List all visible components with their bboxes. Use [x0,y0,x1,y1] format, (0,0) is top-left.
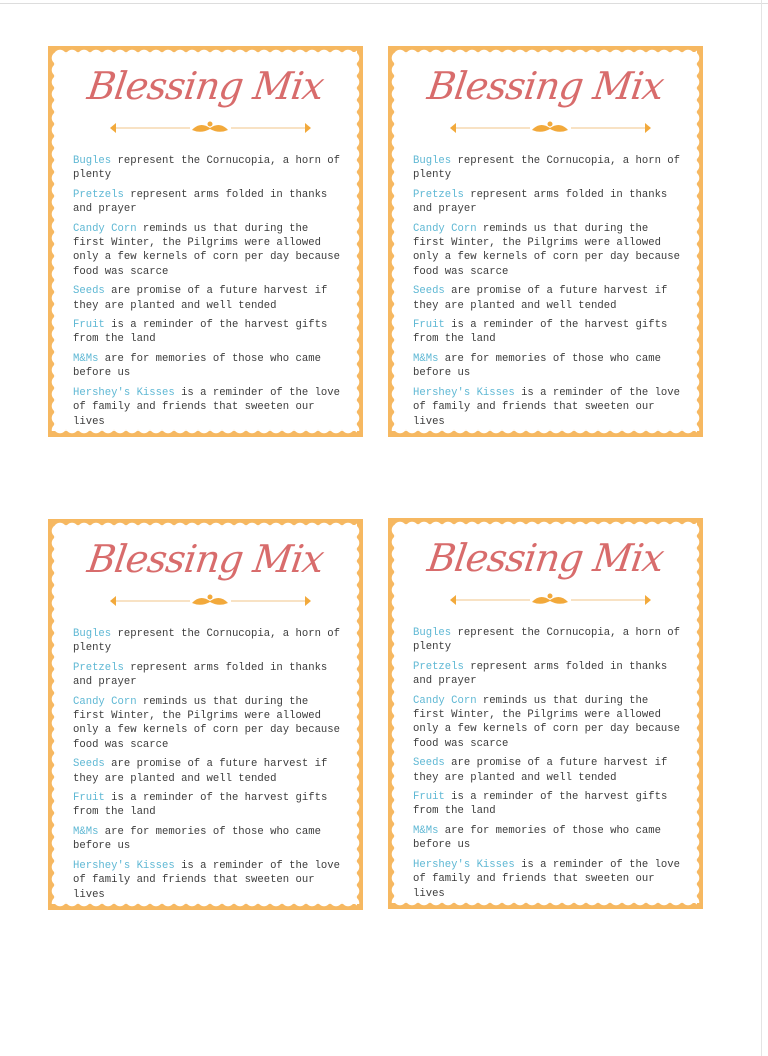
blessing-mix-card [48,519,363,910]
card-item-list [73,627,345,907]
item-name: Fruit [413,319,445,332]
item-name: Candy Corn [73,695,137,708]
scallop-border [54,521,357,529]
item-description: is a reminder of the harvest gifts from the land [73,792,328,819]
flourish-ornament-icon [448,592,653,608]
item-name: Candy Corn [73,222,137,235]
item-name: M&Ms [73,825,99,838]
scallop-border [390,524,398,903]
list-item [73,352,345,381]
scallop-border [394,48,697,56]
list-item [413,154,685,183]
card-title: Blessing Mix [84,537,327,581]
list-item [413,386,685,429]
item-description: represent the Cornucopia, a horn of plenty [73,155,341,182]
list-item [73,627,345,656]
scallop-border [50,525,58,904]
list-item [413,858,685,901]
item-name: Seeds [413,285,445,298]
list-item [413,660,685,689]
item-name: Seeds [73,285,105,298]
card-item-list [413,626,685,906]
list-item [73,695,345,753]
list-item [413,318,685,347]
item-description: represent arms folded in thanks and prayer [413,188,668,216]
item-name: Fruit [73,792,105,805]
item-name: Hershey's Kisses [73,859,175,872]
item-name: Fruit [413,791,445,804]
item-description: reminds us that during the first Winter, the Pilgrims were allowed only a few kernels of corn per day because food was scarce [73,222,341,278]
item-name: Hershey's Kisses [413,386,515,399]
list-item [413,824,685,853]
scan-edge-right [761,0,762,1056]
item-description: represent the Cornucopia, a horn of plenty [73,628,341,655]
item-name: M&Ms [413,352,439,365]
list-item [413,790,685,819]
item-name: Seeds [73,758,105,771]
list-item [73,825,345,854]
item-description: represent arms folded in thanks and prayer [73,661,328,689]
list-item [73,318,345,347]
list-item [73,661,345,690]
item-description: are promise of a future harvest if they are planted and well tended [73,758,328,785]
list-item [413,284,685,313]
flourish-ornament-icon [108,593,313,609]
scallop-border [390,52,398,431]
item-description: is a reminder of the love of family and friends that sweeten our lives [413,386,681,428]
item-description: are for memories of those who came before us [73,352,321,380]
card-item-list [73,154,345,434]
item-name: Seeds [413,757,445,770]
scallop-border [693,524,701,903]
card-item-list [413,154,685,434]
item-name: Candy Corn [413,222,477,235]
item-name: M&Ms [73,352,99,365]
item-description: is a reminder of the harvest gifts from the land [413,791,668,818]
item-description: is a reminder of the love of family and friends that sweeten our lives [73,859,341,901]
card-title: Blessing Mix [84,64,327,108]
list-item [73,386,345,429]
item-description: represent arms folded in thanks and prayer [73,188,328,216]
item-description: is a reminder of the harvest gifts from the land [413,319,668,346]
list-item [413,756,685,785]
item-description: reminds us that during the first Winter, the Pilgrims were allowed only a few kernels of corn per day because food was scarce [413,222,681,278]
item-description: is a reminder of the love of family and friends that sweeten our lives [73,386,341,428]
item-description: represent arms folded in thanks and prayer [413,660,668,688]
scan-edge-top [0,3,768,4]
list-item [73,757,345,786]
list-item [73,188,345,217]
item-name: Bugles [73,628,112,640]
blessing-mix-card [388,46,703,437]
flourish-ornament-icon [448,120,653,136]
list-item [73,154,345,183]
list-item [413,222,685,280]
item-description: reminds us that during the first Winter, the Pilgrims were allowed only a few kernels of corn per day because food was scarce [413,694,681,750]
item-description: is a reminder of the love of family and friends that sweeten our lives [413,858,681,900]
item-description: is a reminder of the harvest gifts from the land [73,319,328,346]
list-item [73,859,345,902]
item-description: are for memories of those who came before us [73,825,321,853]
item-name: Pretzels [413,188,464,201]
item-name: Hershey's Kisses [73,386,175,399]
item-name: Hershey's Kisses [413,858,515,871]
item-description: are for memories of those who came before us [413,352,661,380]
scallop-border [50,52,58,431]
item-name: Bugles [413,627,452,639]
scallop-border [394,520,697,528]
scallop-border [693,52,701,431]
item-description: are promise of a future harvest if they are planted and well tended [73,285,328,312]
scallop-border [353,52,361,431]
item-description: represent the Cornucopia, a horn of plenty [413,155,681,182]
list-item [73,284,345,313]
item-name: Candy Corn [413,694,477,707]
scallop-border [353,525,361,904]
list-item [73,222,345,280]
card-title: Blessing Mix [424,64,667,108]
blessing-mix-card [388,518,703,909]
item-name: Pretzels [73,188,124,201]
item-name: Bugles [73,155,112,167]
item-name: Pretzels [73,661,124,674]
blessing-mix-card [48,46,363,437]
item-description: represent the Cornucopia, a horn of plenty [413,627,681,654]
card-title: Blessing Mix [424,536,667,580]
flourish-ornament-icon [108,120,313,136]
item-name: Bugles [413,155,452,167]
item-name: M&Ms [413,824,439,837]
list-item [413,352,685,381]
item-description: are promise of a future harvest if they are planted and well tended [413,757,668,784]
list-item [413,694,685,752]
list-item [73,791,345,820]
item-description: reminds us that during the first Winter, the Pilgrims were allowed only a few kernels of corn per day because food was scarce [73,695,341,751]
item-description: are promise of a future harvest if they are planted and well tended [413,285,668,312]
item-name: Fruit [73,319,105,332]
item-name: Pretzels [413,660,464,673]
list-item [413,188,685,217]
list-item [413,626,685,655]
item-description: are for memories of those who came before us [413,824,661,852]
scallop-border [54,48,357,56]
